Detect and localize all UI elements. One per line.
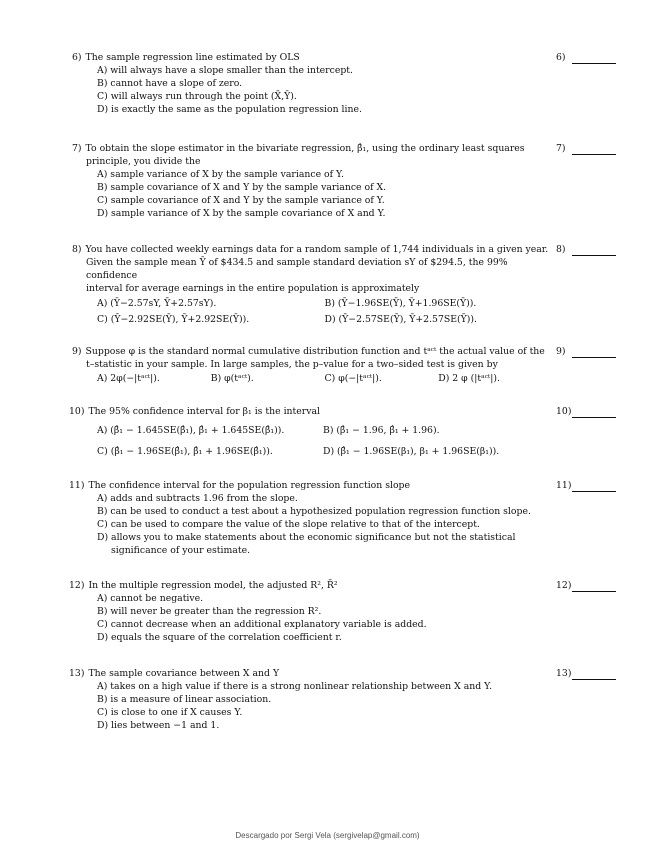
option-c: C) is close to one if X causes Y.	[97, 707, 243, 718]
question-9	[72, 345, 552, 385]
option-d-continued: significance of your estimate.	[111, 545, 251, 556]
question-8	[72, 243, 552, 326]
question-7	[72, 142, 552, 220]
answer-label-13: 13)	[556, 668, 572, 679]
option-b: B) is a measure of linear association.	[97, 694, 272, 705]
option-c: C) sample covariance of X and Y by the sample variance of Y.	[97, 195, 385, 206]
option-a: A) 2φ(−|tᵃᶜᵗ|).	[97, 373, 160, 384]
question-stem: The 95% confidence interval for β₁ is the interval	[88, 406, 320, 417]
option-d: D) (Ȳ−2.57SE(Ȳ), Ȳ+2.57SE(Ȳ)).	[324, 314, 478, 325]
answer-blank-10[interactable]	[572, 405, 616, 418]
option-d: D) is exactly the same as the population regression line.	[97, 104, 362, 115]
option-c: C) can be used to compare the value of the slope relative to that of the intercept.	[97, 519, 480, 530]
question-number: 6)	[72, 52, 82, 63]
question-stem-line: Given the sample mean Ȳ of $434.5 and sample standard deviation sY of $294.5, the 99% confidence	[86, 257, 508, 281]
answer-label-7: 7)	[556, 143, 566, 154]
question-number: 10)	[69, 406, 85, 417]
question-stem: The sample covariance between X and Y	[88, 668, 280, 679]
answer-label-9: 9)	[556, 346, 566, 357]
answer-blank-11[interactable]	[572, 479, 616, 492]
answer-blank-13[interactable]	[572, 667, 616, 680]
answer-blank-9[interactable]	[572, 345, 616, 358]
option-c: C) (Ȳ−2.92SE(Ȳ), Ȳ+2.92SE(Ȳ)).	[97, 314, 250, 325]
option-a: A) (Ȳ−2.57sY, Ȳ+2.57sY).	[97, 298, 217, 309]
question-6	[72, 51, 552, 116]
question-number: 12)	[69, 580, 85, 591]
question-stem-line: interval for average earnings in the entire population is approximately	[86, 283, 420, 294]
question-stem: Suppose φ is the standard normal cumulative distribution function and tᵃᶜᵗ the actual value of the	[85, 346, 545, 357]
answer-label-11: 11)	[556, 480, 572, 491]
option-d: D) sample variance of X by the sample covariance of X and Y.	[97, 208, 386, 219]
question-stem-line: principle, you divide the	[86, 156, 201, 167]
question-stem: The sample regression line estimated by OLS	[85, 52, 300, 63]
answer-blank-8[interactable]	[572, 243, 616, 256]
question-number: 13)	[69, 668, 85, 679]
option-b: B) (β̂₁ − 1.96, β̂₁ + 1.96).	[323, 425, 440, 436]
answer-label-6: 6)	[556, 52, 566, 63]
answer-label-10: 10)	[556, 406, 572, 417]
answer-blank-7[interactable]	[572, 142, 616, 155]
answer-label-8: 8)	[556, 244, 566, 255]
option-c: C) cannot decrease when an additional explanatory variable is added.	[97, 619, 427, 630]
option-b: B) sample covariance of X and Y by the sample variance of X.	[97, 182, 387, 193]
option-b: B) φ(tᵃᶜᵗ).	[210, 373, 254, 384]
question-10	[69, 405, 549, 458]
option-c: C) φ(−|tᵃᶜᵗ|).	[324, 373, 382, 384]
option-b: B) can be used to conduct a test about a hypothesized population regression function slope.	[97, 506, 531, 517]
option-a: A) cannot be negative.	[97, 593, 204, 604]
answer-label-12: 12)	[556, 580, 572, 591]
option-a: A) (β̂₁ − 1.645SE(β̂₁), β̂₁ + 1.645SE(β̂₁)).	[97, 425, 285, 436]
question-11	[69, 479, 549, 557]
question-13	[69, 667, 549, 732]
question-stem: In the multiple regression model, the adjusted R², R̄²	[88, 580, 338, 591]
question-stem: You have collected weekly earnings data for a random sample of 1,744 individuals in a given year.	[85, 244, 549, 255]
option-d: D) lies between −1 and 1.	[97, 720, 220, 731]
answer-blank-12[interactable]	[572, 579, 616, 592]
option-a: A) takes on a high value if there is a strong nonlinear relationship between X and Y.	[97, 681, 493, 692]
question-number: 9)	[72, 346, 82, 357]
answer-blank-6[interactable]	[572, 51, 616, 64]
option-a: A) adds and subtracts 1.96 from the slope.	[97, 493, 298, 504]
download-footer: Descargado por Sergi Vela (sergivelap@gmail.com)	[235, 831, 420, 840]
option-d: D) 2 φ (|tᵃᶜᵗ|).	[438, 373, 500, 384]
question-number: 11)	[69, 480, 85, 491]
option-b: B) cannot have a slope of zero.	[97, 78, 243, 89]
question-number: 8)	[72, 244, 82, 255]
option-b: B) (Ȳ−1.96SE(Ȳ), Ȳ+1.96SE(Ȳ)).	[324, 298, 477, 309]
option-b: B) will never be greater than the regression R².	[97, 606, 322, 617]
question-stem: The confidence interval for the population regression function slope	[88, 480, 411, 491]
option-a: A) sample variance of X by the sample variance of Y.	[97, 169, 344, 180]
option-c: C) will always run through the point (X̄,Ȳ).	[97, 91, 297, 102]
question-stem-line: t–statistic in your sample. In large samples, the p–value for a two–sided test is given by	[86, 359, 498, 370]
option-a: A) will always have a slope smaller than the intercept.	[97, 65, 353, 76]
question-number: 7)	[72, 143, 82, 154]
option-d: D) equals the square of the correlation coefficient r.	[97, 632, 342, 643]
option-d: D) allows you to make statements about the economic significance but not the statistical	[97, 532, 516, 543]
question-12	[69, 579, 549, 644]
question-stem: To obtain the slope estimator in the bivariate regression, β̂₁, using the ordinary least squares	[85, 143, 525, 154]
option-d: D) (β̂₁ − 1.96SE(β₁), β₁ + 1.96SE(β₁)).	[323, 446, 500, 457]
option-c: C) (β̂₁ − 1.96SE(β̂₁), β̂₁ + 1.96SE(β̂₁)).	[97, 446, 273, 457]
